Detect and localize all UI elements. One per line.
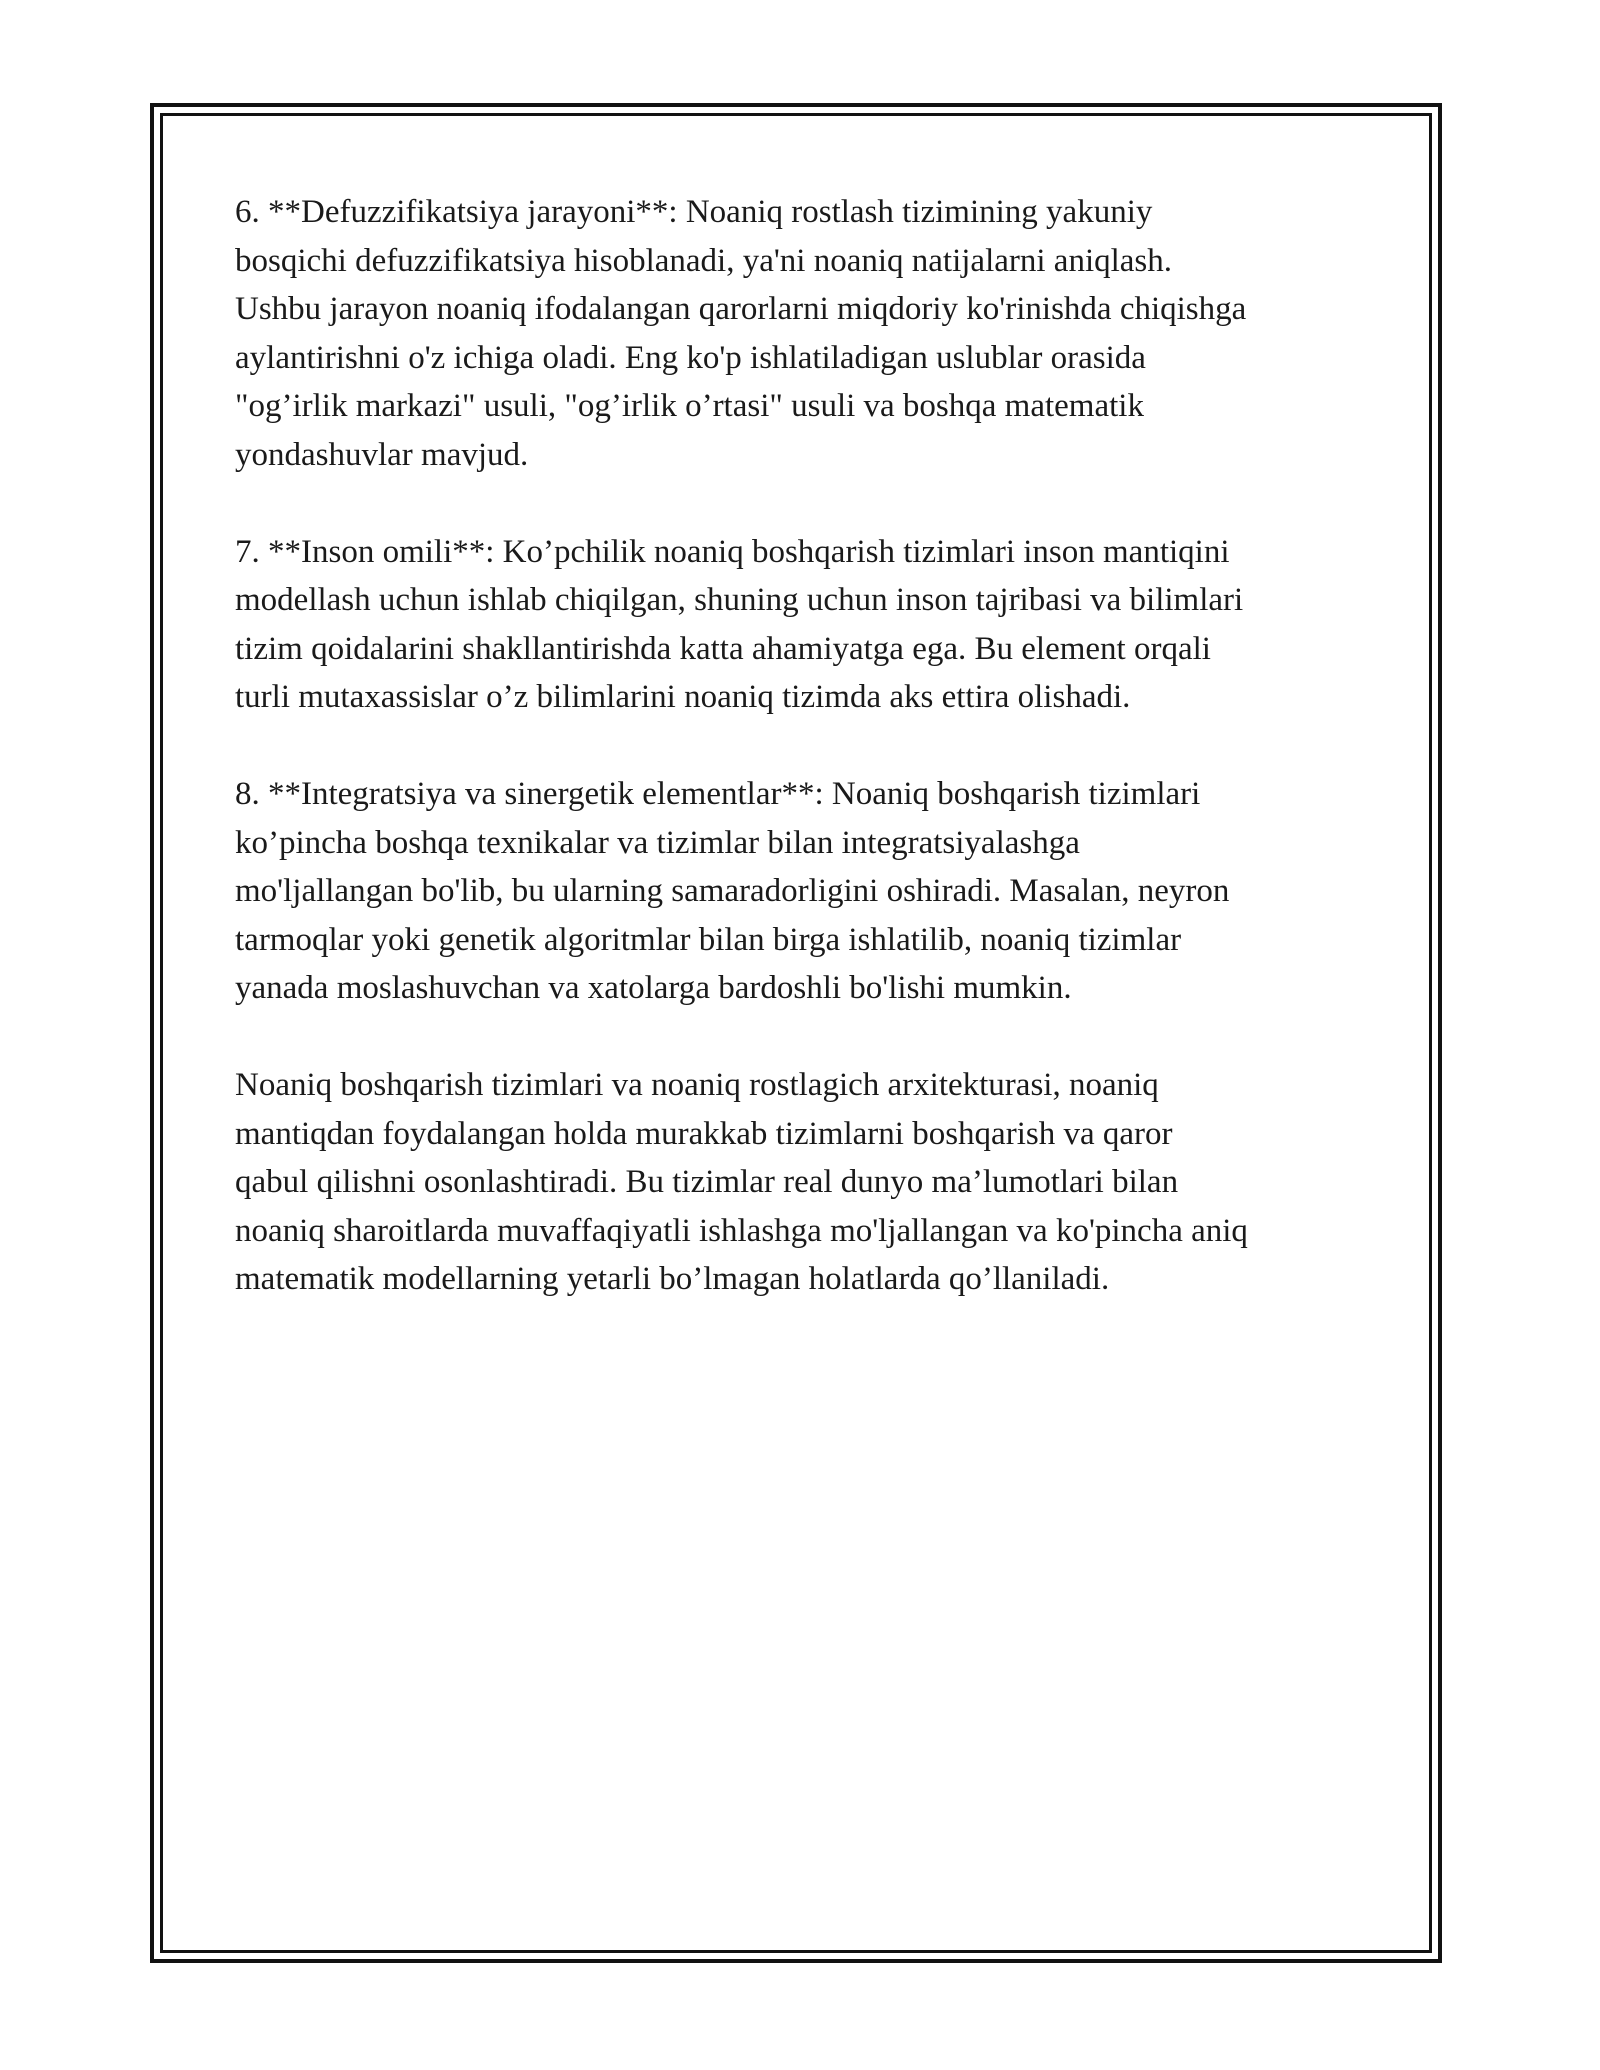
text-line: aylantirishni o'z ichiga oladi. Eng ko'p ishlatiladigan uslublar orasida — [235, 339, 1146, 376]
paragraph-integration — [235, 770, 1385, 1013]
text-line: Ushbu jarayon noaniq ifodalangan qarorlarni miqdoriy ko'rinishda chiqishga — [235, 291, 1247, 327]
text-line: noaniq sharoitlarda muvaffaqiyatli ishlashga mo'ljallangan va ko'pincha aniq — [235, 1212, 1248, 1249]
paragraph-human-factor — [235, 528, 1385, 722]
text-line: tarmoqlar yoki genetik algoritmlar bilan birga ishlatilib, noaniq tizimlar — [235, 921, 1182, 958]
text-line: 7. **Inson omili**: Ko’pchilik noaniq boshqarish tizimlari inson mantiqini — [235, 533, 1230, 570]
text-line: turli mutaxassislar o’z bilimlarini noaniq tizimda aks ettira olishadi. — [235, 679, 1131, 715]
paragraph-defuzzification — [235, 188, 1385, 479]
text-line: mo'ljallangan bo'lib, bu ularning samaradorligini oshiradi. Masalan, neyron — [235, 873, 1230, 909]
paragraph-conclusion — [235, 1061, 1385, 1304]
text-line: mantiqdan foydalangan holda murakkab tizimlarni boshqarish va qaror — [235, 1115, 1173, 1152]
document-body — [235, 188, 1385, 1352]
text-line: yondashuvlar mavjud. — [235, 436, 529, 473]
text-line: "og’irlik markazi" usuli, "og’irlik o’rtasi" usuli va boshqa matematik — [235, 388, 1144, 424]
text-line: tizim qoidalarini shakllantirishda katta ahamiyatga ega. Bu element orqali — [235, 630, 1211, 667]
text-line: Noaniq boshqarish tizimlari va noaniq rostlagich arxitekturasi, noaniq — [235, 1067, 1159, 1103]
text-line: ko’pincha boshqa texnikalar va tizimlar bilan integratsiyalashga — [235, 824, 1080, 861]
text-line: 6. **Defuzzifikatsiya jarayoni**: Noaniq rostlash tizimining yakuniy — [235, 194, 1153, 230]
text-line: qabul qilishni osonlashtiradi. Bu tizimlar real dunyo ma’lumotlari bilan — [235, 1164, 1179, 1200]
text-line: matematik modellarning yetarli bo’lmagan holatlarda qo’llaniladi. — [235, 1261, 1110, 1297]
text-line: yanada moslashuvchan va xatolarga bardoshli bo'lishi mumkin. — [235, 970, 1072, 1006]
text-line: modellash uchun ishlab chiqilgan, shuning uchun inson tajribasi va bilimlari — [235, 582, 1244, 618]
text-line: bosqichi defuzzifikatsiya hisoblanadi, ya'ni noaniq natijalarni aniqlash. — [235, 242, 1173, 279]
text-line: 8. **Integratsiya va sinergetik elementlar**: Noaniq boshqarish tizimlari — [235, 776, 1201, 812]
